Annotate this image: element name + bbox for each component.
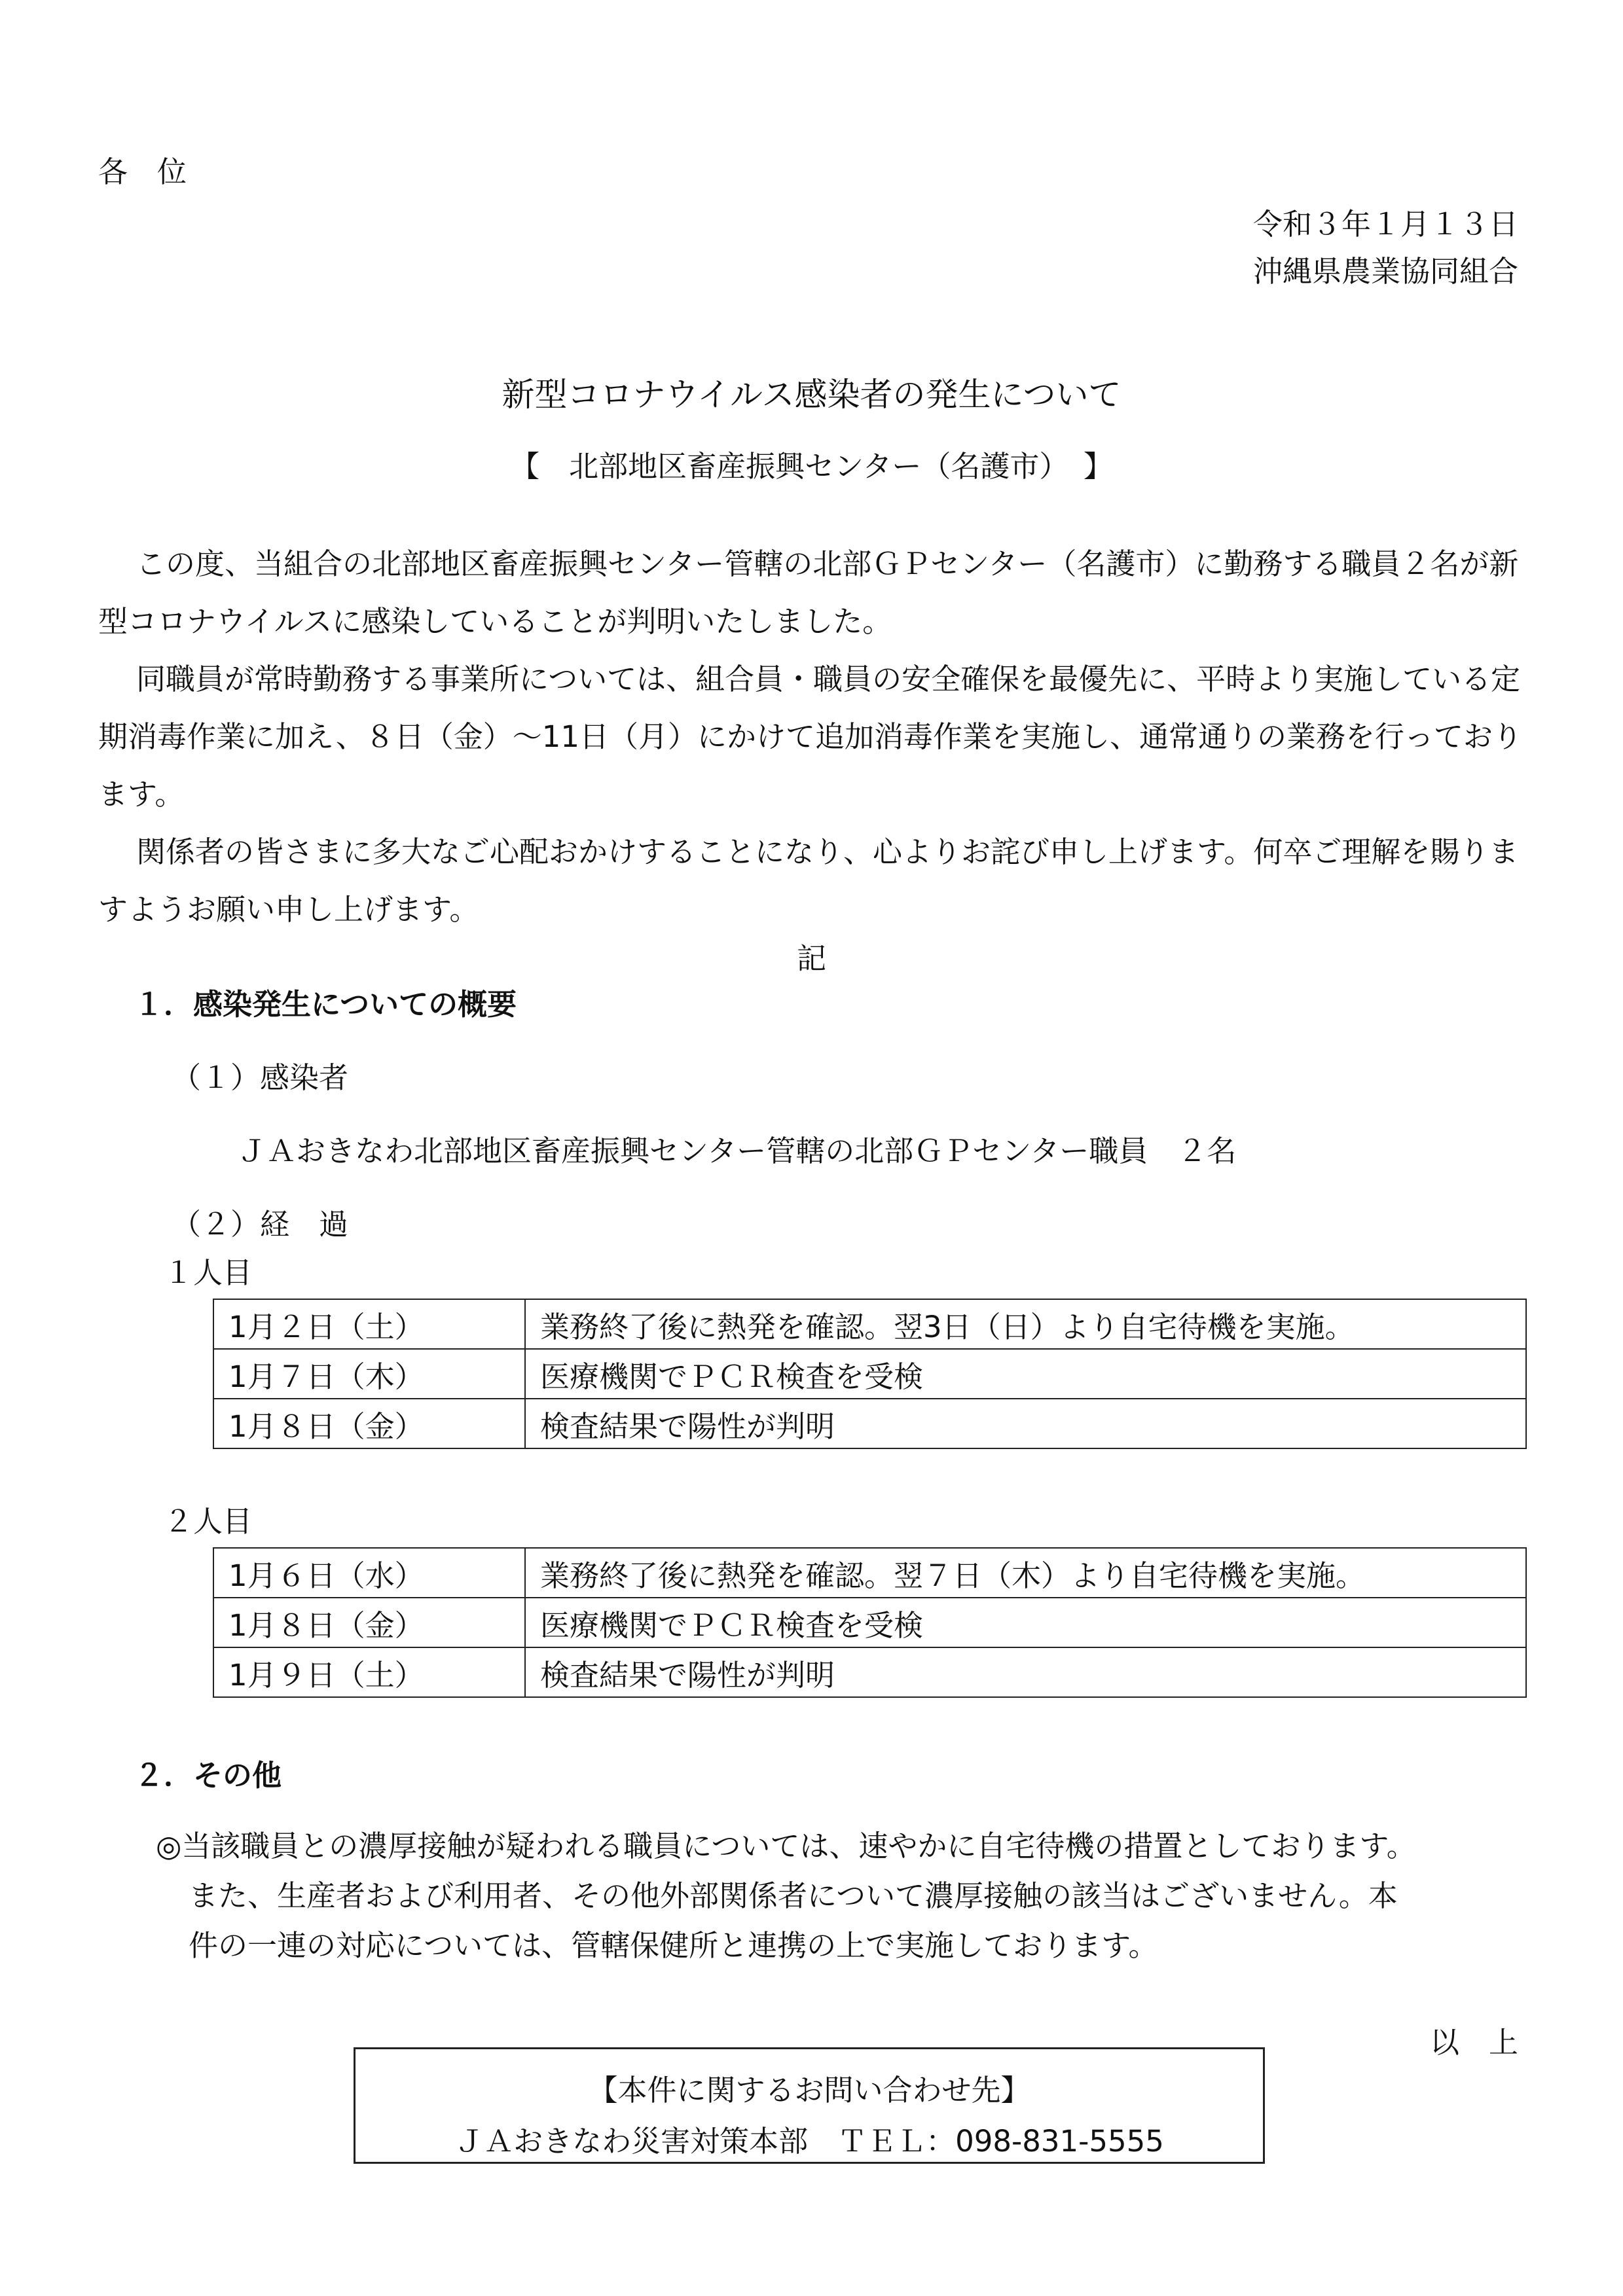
body-paragraph-1: この度、当組合の北部地区畜産振興センター管轄の北部ＧＰセンター（名護市）に勤務する職員２名が新型コロナウイルスに感染していることが判明いたしました。 bbox=[98, 547, 1519, 639]
person2-label: ２人目 bbox=[164, 1504, 253, 1539]
timeline-event: 検査結果で陽性が判明 bbox=[525, 1399, 1526, 1448]
timeline-event: 医療機関でＰＣＲ検査を受検 bbox=[525, 1598, 1526, 1647]
table-row bbox=[213, 1548, 1526, 1598]
table-row bbox=[213, 1299, 1526, 1349]
timeline-event: 業務終了後に熱発を確認。翌７日（木）より自宅待機を実施。 bbox=[525, 1548, 1526, 1598]
contact-heading: 【本件に関するお問い合わせ先】 bbox=[588, 2073, 1030, 2108]
issue-date: 令和３年１月１３日 bbox=[1252, 207, 1518, 242]
section2-line-1: ◎当該職員との濃厚接触が疑われる職員については、速やかに自宅待機の措置としております。 bbox=[156, 1829, 1416, 1863]
ki-marker: 記 bbox=[796, 941, 826, 976]
body-text bbox=[98, 535, 1529, 939]
addressee: 各 位 bbox=[98, 154, 187, 189]
timeline-date: 1月８日（金） bbox=[213, 1399, 525, 1448]
section2-line-2: また、生産者および利用者、その他外部関係者について濃厚接触の該当はございません。本 bbox=[189, 1878, 1398, 1913]
section1-heading: １．感染発生についての概要 bbox=[134, 987, 517, 1022]
closing-mark: 以 上 bbox=[1429, 2025, 1518, 2060]
body-paragraph-3: 関係者の皆さまに多大なご心配おかけすることになり、心よりお詫び申し上げます。何卒ご理解を賜りますようお願い申し上げます。 bbox=[98, 834, 1519, 927]
timeline-event: 医療機関でＰＣＲ検査を受検 bbox=[525, 1349, 1526, 1399]
section1-sub1-heading: （１）感染者 bbox=[172, 1060, 349, 1095]
table-row bbox=[213, 1349, 1526, 1399]
document-title: 新型コロナウイルス感染者の発生について bbox=[501, 376, 1122, 414]
issuing-organization: 沖縄県農業協同組合 bbox=[1252, 254, 1518, 289]
timeline-event: 業務終了後に熱発を確認。翌3日（日）より自宅待機を実施。 bbox=[525, 1299, 1526, 1349]
section1-sub2-heading: （２）経 過 bbox=[172, 1207, 349, 1242]
contact-details: ＪＡおきなわ災害対策本部 ＴＥＬ：098-831-5555 bbox=[454, 2124, 1164, 2159]
table-row bbox=[213, 1647, 1526, 1697]
contact-box bbox=[354, 2047, 1265, 2164]
table-row bbox=[213, 1399, 1526, 1448]
infected-description: ＪＡおきなわ北部地区畜産振興センター管轄の北部ＧＰセンター職員 ２名 bbox=[237, 1134, 1237, 1168]
section2-heading: ２．その他 bbox=[134, 1758, 282, 1793]
person2-timeline-table bbox=[213, 1547, 1527, 1698]
timeline-date: 1月７日（木） bbox=[213, 1349, 525, 1399]
table-row bbox=[213, 1598, 1526, 1647]
timeline-date: 1月２日（土） bbox=[213, 1299, 525, 1349]
person1-timeline-table bbox=[213, 1299, 1527, 1449]
section2-line-3: 件の一連の対応については、管轄保健所と連携の上で実施しております。 bbox=[189, 1928, 1158, 1963]
person1-label: １人目 bbox=[164, 1255, 253, 1290]
timeline-date: 1月９日（土） bbox=[213, 1647, 525, 1697]
timeline-date: 1月６日（水） bbox=[213, 1548, 525, 1598]
document-subtitle: 【 北部地区畜産振興センター（名護市） 】 bbox=[510, 449, 1113, 484]
timeline-date: 1月８日（金） bbox=[213, 1598, 525, 1647]
timeline-event: 検査結果で陽性が判明 bbox=[525, 1647, 1526, 1697]
body-paragraph-2: 同職員が常時勤務する事業所については、組合員・職員の安全確保を最優先に、平時より実施している定期消毒作業に加え、８日（金）～11日（月）にかけて追加消毒作業を実施し、通常通りの業務を行っております。 bbox=[98, 662, 1522, 812]
